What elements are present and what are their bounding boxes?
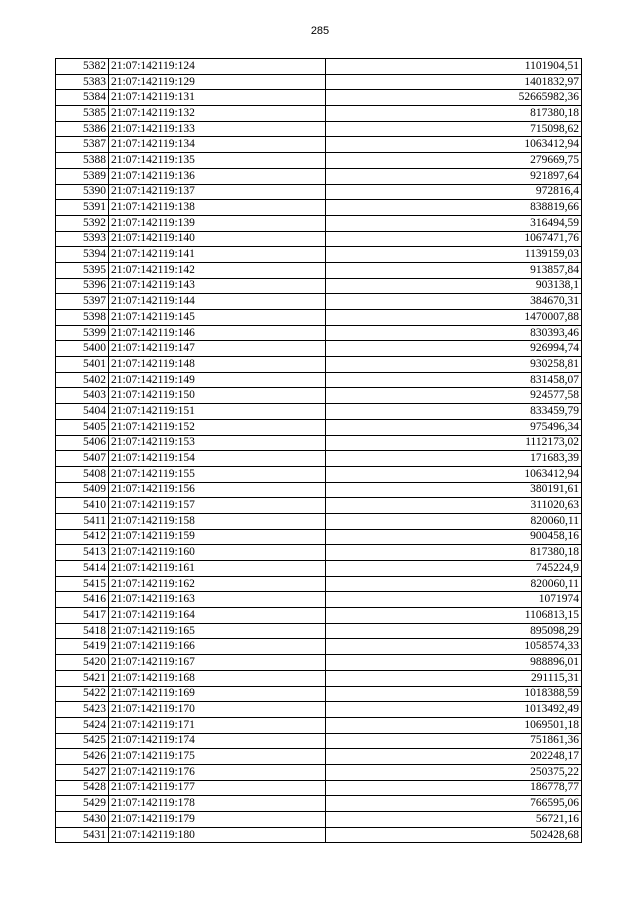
cadastral-number-cell: 21:07:142119:177 [109, 780, 326, 796]
cadastral-number-cell: 21:07:142119:180 [109, 827, 326, 843]
row-number-cell: 5396 [56, 278, 109, 294]
cadastral-number-cell: 21:07:142119:166 [109, 639, 326, 655]
cadastral-number-cell: 21:07:142119:168 [109, 670, 326, 686]
value-cell: 384670,31 [326, 294, 582, 310]
value-cell: 171683,39 [326, 451, 582, 467]
value-cell: 56721,16 [326, 812, 582, 828]
row-number-cell: 5430 [56, 812, 109, 828]
cadastral-number-cell: 21:07:142119:143 [109, 278, 326, 294]
table-row [56, 466, 582, 482]
value-cell: 52665982,36 [326, 90, 582, 106]
table-row [56, 168, 582, 184]
row-number-cell: 5413 [56, 545, 109, 561]
value-cell: 833459,79 [326, 404, 582, 420]
table-row [56, 749, 582, 765]
cadastral-number-cell: 21:07:142119:169 [109, 686, 326, 702]
row-number-cell: 5431 [56, 827, 109, 843]
table-row [56, 294, 582, 310]
cadastral-number-cell: 21:07:142119:176 [109, 764, 326, 780]
row-number-cell: 5421 [56, 670, 109, 686]
table-row [56, 90, 582, 106]
table-row [56, 529, 582, 545]
value-cell: 250375,22 [326, 764, 582, 780]
row-number-cell: 5382 [56, 59, 109, 75]
table-row [56, 200, 582, 216]
cadastral-number-cell: 21:07:142119:135 [109, 153, 326, 169]
cadastral-number-cell: 21:07:142119:152 [109, 419, 326, 435]
table-row [56, 310, 582, 326]
cadastral-number-cell: 21:07:142119:139 [109, 215, 326, 231]
cadastral-number-cell: 21:07:142119:162 [109, 576, 326, 592]
row-number-cell: 5393 [56, 231, 109, 247]
row-number-cell: 5397 [56, 294, 109, 310]
cadastral-number-cell: 21:07:142119:148 [109, 357, 326, 373]
cadastral-number-cell: 21:07:142119:131 [109, 90, 326, 106]
value-cell: 820060,11 [326, 513, 582, 529]
table-row [56, 592, 582, 608]
row-number-cell: 5425 [56, 733, 109, 749]
table-body [56, 59, 582, 843]
cadastral-number-cell: 21:07:142119:163 [109, 592, 326, 608]
cadastral-number-cell: 21:07:142119:134 [109, 137, 326, 153]
value-cell: 1067471,76 [326, 231, 582, 247]
row-number-cell: 5426 [56, 749, 109, 765]
table-row [56, 498, 582, 514]
cadastral-number-cell: 21:07:142119:124 [109, 59, 326, 75]
table-row [56, 247, 582, 263]
row-number-cell: 5399 [56, 325, 109, 341]
value-cell: 766595,06 [326, 796, 582, 812]
value-cell: 745224,9 [326, 561, 582, 577]
table-row [56, 121, 582, 137]
cadastral-number-cell: 21:07:142119:141 [109, 247, 326, 263]
cadastral-number-cell: 21:07:142119:153 [109, 435, 326, 451]
row-number-cell: 5411 [56, 513, 109, 529]
value-cell: 838819,66 [326, 200, 582, 216]
table-row [56, 686, 582, 702]
row-number-cell: 5428 [56, 780, 109, 796]
table-row [56, 545, 582, 561]
table-row [56, 215, 582, 231]
row-number-cell: 5388 [56, 153, 109, 169]
value-cell: 817380,18 [326, 106, 582, 122]
value-cell: 913857,84 [326, 262, 582, 278]
cadastral-number-cell: 21:07:142119:160 [109, 545, 326, 561]
cadastral-number-cell: 21:07:142119:132 [109, 106, 326, 122]
page-number: 285 [310, 25, 330, 37]
value-cell: 831458,07 [326, 372, 582, 388]
cadastral-number-cell: 21:07:142119:140 [109, 231, 326, 247]
table-row [56, 451, 582, 467]
value-cell: 1069501,18 [326, 717, 582, 733]
table-row [56, 74, 582, 90]
table-row [56, 733, 582, 749]
row-number-cell: 5392 [56, 215, 109, 231]
value-cell: 975496,34 [326, 419, 582, 435]
row-number-cell: 5417 [56, 608, 109, 624]
value-cell: 820060,11 [326, 576, 582, 592]
value-cell: 900458,16 [326, 529, 582, 545]
table-row [56, 419, 582, 435]
cadastral-number-cell: 21:07:142119:161 [109, 561, 326, 577]
cadastral-number-cell: 21:07:142119:156 [109, 482, 326, 498]
row-number-cell: 5401 [56, 357, 109, 373]
value-cell: 202248,17 [326, 749, 582, 765]
table-row [56, 262, 582, 278]
row-number-cell: 5385 [56, 106, 109, 122]
table-row [56, 153, 582, 169]
cadastral-number-cell: 21:07:142119:149 [109, 372, 326, 388]
cadastral-number-cell: 21:07:142119:165 [109, 623, 326, 639]
value-cell: 279669,75 [326, 153, 582, 169]
value-cell: 930258,81 [326, 357, 582, 373]
value-cell: 1401832,97 [326, 74, 582, 90]
row-number-cell: 5383 [56, 74, 109, 90]
row-number-cell: 5429 [56, 796, 109, 812]
table-row [56, 231, 582, 247]
table-row [56, 341, 582, 357]
value-cell: 186778,77 [326, 780, 582, 796]
value-cell: 1139159,03 [326, 247, 582, 263]
cadastral-number-cell: 21:07:142119:129 [109, 74, 326, 90]
table-row [56, 780, 582, 796]
table-row [56, 106, 582, 122]
value-cell: 1018388,59 [326, 686, 582, 702]
row-number-cell: 5427 [56, 764, 109, 780]
row-number-cell: 5414 [56, 561, 109, 577]
value-cell: 830393,46 [326, 325, 582, 341]
cadastral-number-cell: 21:07:142119:157 [109, 498, 326, 514]
cadastral-number-cell: 21:07:142119:136 [109, 168, 326, 184]
cadastral-number-cell: 21:07:142119:142 [109, 262, 326, 278]
table-row [56, 623, 582, 639]
value-cell: 1101904,51 [326, 59, 582, 75]
cadastral-number-cell: 21:07:142119:138 [109, 200, 326, 216]
row-number-cell: 5390 [56, 184, 109, 200]
row-number-cell: 5391 [56, 200, 109, 216]
table-row [56, 764, 582, 780]
value-cell: 291115,31 [326, 670, 582, 686]
row-number-cell: 5387 [56, 137, 109, 153]
table-row [56, 608, 582, 624]
value-cell: 921897,64 [326, 168, 582, 184]
table-row [56, 639, 582, 655]
row-number-cell: 5415 [56, 576, 109, 592]
cadastral-number-cell: 21:07:142119:159 [109, 529, 326, 545]
table-row [56, 278, 582, 294]
table-row [56, 796, 582, 812]
table-row [56, 404, 582, 420]
row-number-cell: 5402 [56, 372, 109, 388]
row-number-cell: 5398 [56, 310, 109, 326]
value-cell: 1063412,94 [326, 137, 582, 153]
cadastral-number-cell: 21:07:142119:174 [109, 733, 326, 749]
value-cell: 924577,58 [326, 388, 582, 404]
row-number-cell: 5389 [56, 168, 109, 184]
cadastral-number-cell: 21:07:142119:175 [109, 749, 326, 765]
cadastral-number-cell: 21:07:142119:170 [109, 702, 326, 718]
row-number-cell: 5403 [56, 388, 109, 404]
value-cell: 1063412,94 [326, 466, 582, 482]
table-row [56, 184, 582, 200]
table-row [56, 827, 582, 843]
table-row [56, 137, 582, 153]
cadastral-number-cell: 21:07:142119:155 [109, 466, 326, 482]
table-row [56, 435, 582, 451]
table-row [56, 576, 582, 592]
cadastral-number-cell: 21:07:142119:154 [109, 451, 326, 467]
table-row [56, 717, 582, 733]
row-number-cell: 5408 [56, 466, 109, 482]
cadastral-number-cell: 21:07:142119:150 [109, 388, 326, 404]
row-number-cell: 5422 [56, 686, 109, 702]
cadastral-value-table [55, 58, 582, 843]
value-cell: 380191,61 [326, 482, 582, 498]
table-row [56, 670, 582, 686]
row-number-cell: 5406 [56, 435, 109, 451]
row-number-cell: 5410 [56, 498, 109, 514]
value-cell: 817380,18 [326, 545, 582, 561]
value-cell: 926994,74 [326, 341, 582, 357]
table-row [56, 482, 582, 498]
table-row [56, 357, 582, 373]
value-cell: 903138,1 [326, 278, 582, 294]
value-cell: 751861,36 [326, 733, 582, 749]
cadastral-number-cell: 21:07:142119:147 [109, 341, 326, 357]
value-cell: 1470007,88 [326, 310, 582, 326]
cadastral-number-cell: 21:07:142119:146 [109, 325, 326, 341]
cadastral-number-cell: 21:07:142119:167 [109, 655, 326, 671]
table-row [56, 372, 582, 388]
row-number-cell: 5418 [56, 623, 109, 639]
cadastral-number-cell: 21:07:142119:178 [109, 796, 326, 812]
row-number-cell: 5395 [56, 262, 109, 278]
cadastral-number-cell: 21:07:142119:158 [109, 513, 326, 529]
value-cell: 988896,01 [326, 655, 582, 671]
row-number-cell: 5409 [56, 482, 109, 498]
table-row [56, 655, 582, 671]
row-number-cell: 5405 [56, 419, 109, 435]
row-number-cell: 5404 [56, 404, 109, 420]
value-cell: 1013492,49 [326, 702, 582, 718]
cadastral-number-cell: 21:07:142119:171 [109, 717, 326, 733]
value-cell: 316494,59 [326, 215, 582, 231]
cadastral-number-cell: 21:07:142119:164 [109, 608, 326, 624]
table-row [56, 702, 582, 718]
cadastral-number-cell: 21:07:142119:151 [109, 404, 326, 420]
value-cell: 311020,63 [326, 498, 582, 514]
cadastral-number-cell: 21:07:142119:144 [109, 294, 326, 310]
table-row [56, 561, 582, 577]
row-number-cell: 5386 [56, 121, 109, 137]
cadastral-number-cell: 21:07:142119:179 [109, 812, 326, 828]
row-number-cell: 5423 [56, 702, 109, 718]
value-cell: 502428,68 [326, 827, 582, 843]
table-row [56, 388, 582, 404]
row-number-cell: 5416 [56, 592, 109, 608]
row-number-cell: 5420 [56, 655, 109, 671]
row-number-cell: 5424 [56, 717, 109, 733]
cadastral-number-cell: 21:07:142119:137 [109, 184, 326, 200]
cadastral-number-cell: 21:07:142119:133 [109, 121, 326, 137]
row-number-cell: 5400 [56, 341, 109, 357]
table-row [56, 59, 582, 75]
cadastral-number-cell: 21:07:142119:145 [109, 310, 326, 326]
table-row [56, 325, 582, 341]
table-row [56, 513, 582, 529]
row-number-cell: 5394 [56, 247, 109, 263]
row-number-cell: 5412 [56, 529, 109, 545]
table-row [56, 812, 582, 828]
value-cell: 895098,29 [326, 623, 582, 639]
row-number-cell: 5407 [56, 451, 109, 467]
value-cell: 1112173,02 [326, 435, 582, 451]
value-cell: 1071974 [326, 592, 582, 608]
value-cell: 972816,4 [326, 184, 582, 200]
value-cell: 715098,62 [326, 121, 582, 137]
row-number-cell: 5384 [56, 90, 109, 106]
value-cell: 1058574,33 [326, 639, 582, 655]
row-number-cell: 5419 [56, 639, 109, 655]
value-cell: 1106813,15 [326, 608, 582, 624]
